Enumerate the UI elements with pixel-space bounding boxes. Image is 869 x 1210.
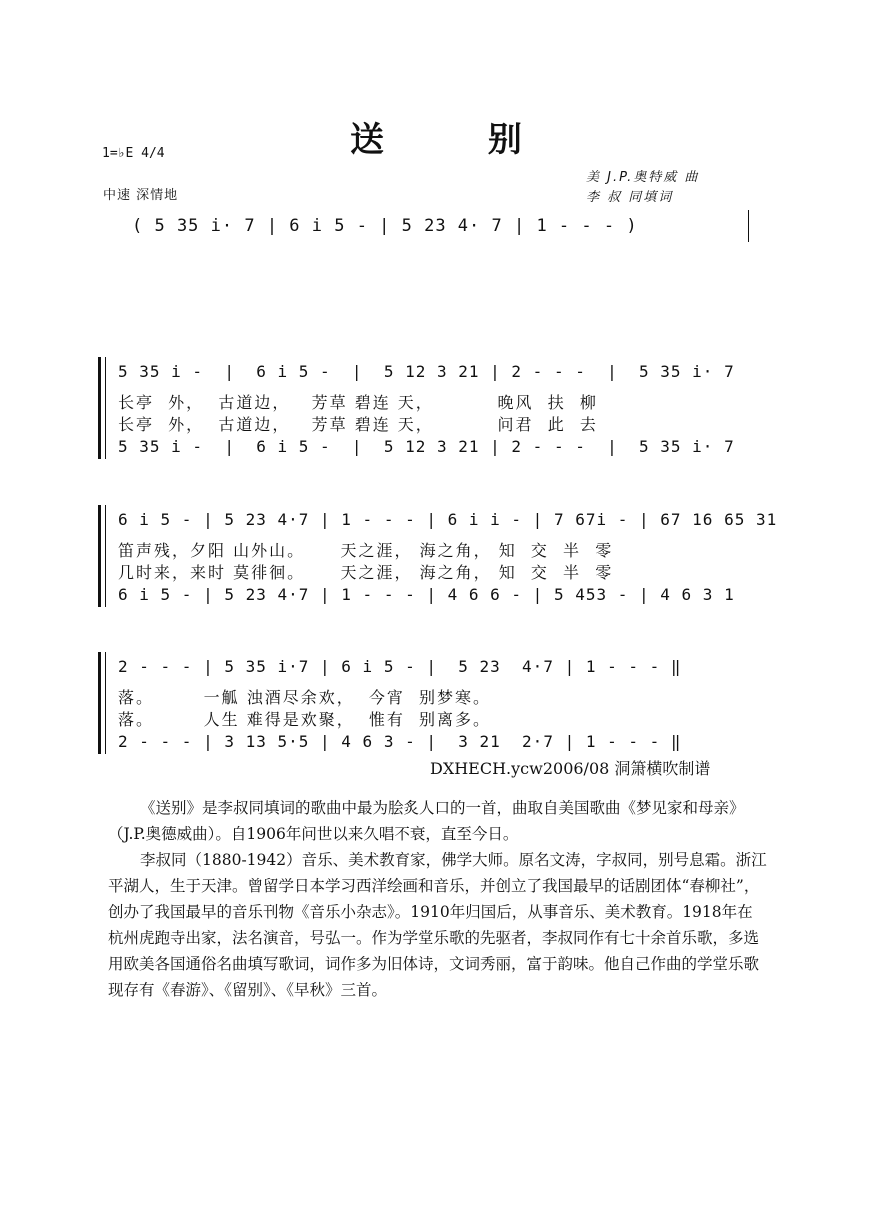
lyricist-credit: 李 叔 同填词 [586,190,674,205]
key-signature: 1=♭E 4/4 [102,146,165,161]
lyric-line-1: 笛声残，夕阳 山外山。 天之涯， 海之角， 知 交 半 零 [118,541,614,560]
biography-paragraph: 李叔同（1880-1942）音乐、美术教育家，佛学大师。原名文涛，字叔同，别号息霜。浙江平湖人，生于天津。曾留学日本学习西洋绘画和音乐，并创立了我国最早的话剧团体“春柳社”，创办了我国最早的音乐刊物《音乐小杂志》。1910年归国后，从事音乐、美术教育。1918年在杭州虎跑寺出家，法名演音，号弘一。作为学堂乐歌的先驱者，李叔同作有七十余首乐歌，多选用欧美各国通俗名曲填写歌词，词作多为旧体诗，文词秀丽，富于韵味。他自己作曲的学堂乐歌现存有《春游》、《留别》、《早秋》三首。 [108,851,767,999]
intro-end-barline [748,210,749,242]
system-barline [105,505,106,607]
transcriber-signature: DXHECH.ycw2006/08 洞箫横吹制谱 [430,759,711,778]
system-bracket [98,652,101,754]
lower-voice-line: 5 35 i - | 6 i 5 - | 5 12 3 21 | 2 - - - | 5 35 i· 7 [118,437,735,456]
lower-voice-line: 2 - - - | 3 13 5·5 | 4 6 3 - | 3 21 2·7 | 1 - - - ‖ [118,732,682,751]
lyric-line-1: 落。 一觚 浊酒尽余欢， 今宵 别梦寒。 [118,688,492,707]
system-barline [105,652,106,754]
lyric-line-2: 长亭 外， 古道边， 芳草 碧连 天， 问君 此 去 [118,415,598,434]
score-system [98,505,778,607]
intro-notation: ( 5 35 i· 7 | 6 i 5 - | 5 23 4· 7 | 1 - - - ) [132,216,638,236]
melody-line: 2 - - - | 5 35 i·7 | 6 i 5 - | 5 23 4·7 | 1 - - - ‖ [118,657,682,676]
system-bracket [98,357,101,459]
melody-line: 6 i 5 - | 5 23 4·7 | 1 - - - | 6 i i - | 7 67i - | 67 16 65 31 [118,510,778,529]
lyric-line-2: 几时来，来时 莫徘徊。 天之涯， 海之角， 知 交 半 零 [118,563,614,582]
tempo-marking: 中速 深情地 [103,188,179,203]
lower-voice-line: 6 i 5 - | 5 23 4·7 | 1 - - - | 4 6 6 - | 5 453 - | 4 6 3 1 [118,585,735,604]
lyric-line-1: 长亭 外， 古道边， 芳草 碧连 天， 晚风 扶 柳 [118,393,598,412]
lyric-line-2: 落。 人生 难得是欢聚， 惟有 别离多。 [118,710,492,729]
melody-line: 5 35 i - | 6 i 5 - | 5 12 3 21 | 2 - - - | 5 35 i· 7 [118,362,735,381]
score-system [98,357,768,459]
score-system [98,652,682,754]
system-barline [105,357,106,459]
intro-paragraph: 《送别》是李叔同填词的歌曲中最为脍炙人口的一首，曲取自美国歌曲《梦见家和母亲》（J.P.奥德威曲）。自1906年问世以来久唱不衰，直至今日。 [108,799,745,843]
composer-credit: 美 J.P.奥特威 曲 [586,170,700,185]
page-title: 送 别 [350,120,568,160]
system-bracket [98,505,101,607]
